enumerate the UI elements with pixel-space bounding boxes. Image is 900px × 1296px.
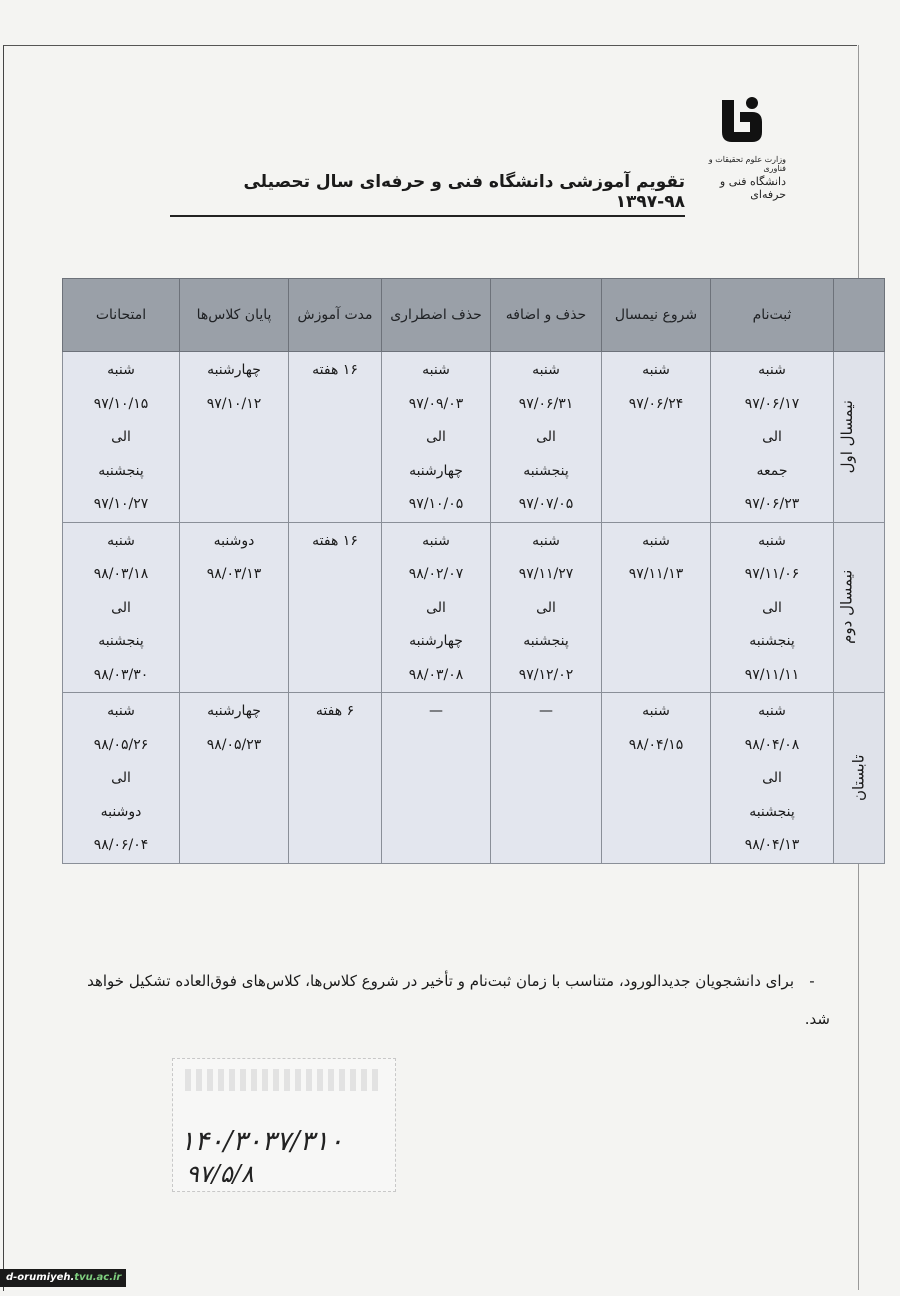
cell-text: شنبه ۹۷/۰۶/۱۷ الی جمعه ۹۷/۰۶/۲۳ [744,362,800,512]
cell-text: شنبه ۹۸/۰۴/۰۸ الی پنجشنبه ۹۸/۰۴/۱۳ [744,703,800,853]
column-header: شروع نیمسال [602,279,711,352]
cell-text: چهارشنبه ۹۷/۱۰/۱۲ [206,362,262,412]
cell-text: شنبه ۹۸/۰۴/۱۵ [628,703,684,753]
cell-text: شنبه ۹۸/۰۵/۲۶ الی دوشنبه ۹۸/۰۶/۰۴ [93,703,149,853]
table-cell [382,352,491,523]
table-cell [180,352,289,523]
table-cell [63,522,180,693]
table-cell [711,693,834,864]
semester-cell [834,693,885,864]
table-cell [180,693,289,864]
corner-cell [834,279,885,352]
page-title: تقویم آموزشی دانشگاه فنی و حرفه‌ای سال تحصیلی ۹۸-۱۳۹۷ [170,172,685,217]
column-header: حذف اضطراری [382,279,491,352]
university-name: دانشگاه فنی و حرفه‌ای [719,175,786,201]
table-cell [289,522,382,693]
cell-text: ۱۶ هفته [312,532,358,549]
cell-text: شنبه ۹۷/۰۶/۲۴ [628,362,684,412]
empty-dash: — [429,703,443,719]
cell-text: شنبه ۹۷/۰۶/۳۱ الی پنجشنبه ۹۷/۰۷/۰۵ [518,362,574,512]
table-row [63,693,885,864]
empty-dash: — [539,703,553,719]
table-cell [491,522,602,693]
table-cell [602,352,711,523]
table-cell [491,352,602,523]
table-cell [602,693,711,864]
semester-label: نیمسال دوم [837,569,856,644]
table-body [63,352,885,864]
university-logo-icon [712,92,770,150]
handwritten-letter-date: ۹۷/۵/۸ [186,1160,254,1188]
table-row [63,352,885,523]
stamp-header [185,1069,381,1091]
cell-text: شنبه ۹۷/۱۱/۲۷ الی پنجشنبه ۹۷/۱۲/۰۲ [518,532,574,683]
cell-text: شنبه ۹۷/۱۰/۱۵ الی پنجشنبه ۹۷/۱۰/۲۷ [93,362,149,512]
table-row [63,522,885,693]
cell-text: ۶ هفته [315,703,355,719]
column-header: مدت آموزش [289,279,382,352]
note-text: برای دانشجویان جدیدالورود، متناسب با زمان ثبت‌نام و تأخیر در شروع کلاس‌ها، کلاس‌های فوق‌العاده تشکیل خواهد شد. [87,972,830,1028]
semester-cell [834,522,885,693]
note-bullet: - [809,972,815,990]
cell-text: شنبه ۹۸/۰۲/۰۷ الی چهارشنبه ۹۸/۰۳/۰۸ [408,532,464,683]
column-header: پایان کلاس‌ها [180,279,289,352]
handwritten-letter-number: ۱۴۰/۳۰۳۷/۳۱۰ [180,1126,344,1157]
semester-label: تابستان [849,754,868,801]
cell-text: شنبه ۹۸/۰۳/۱۸ الی پنجشنبه ۹۸/۰۳/۳۰ [93,532,149,683]
cell-text: شنبه ۹۷/۱۱/۰۶ الی پنجشنبه ۹۷/۱۱/۱۱ [744,532,800,683]
site-suffix: tvu.ac.ir [74,1272,122,1283]
organization-name [690,155,786,201]
column-header: امتحانات [63,279,180,352]
table-cell [289,352,382,523]
column-header: حذف و اضافه [491,279,602,352]
table-cell [382,522,491,693]
ministry-name: وزارت علوم تحقیقات و فناوری [708,155,786,173]
site-watermark [0,1269,126,1287]
cell-text: شنبه ۹۷/۱۱/۱۳ [628,532,684,582]
cell-text: شنبه ۹۷/۰۹/۰۳ الی چهارشنبه ۹۷/۱۰/۰۵ [408,362,464,512]
semester-cell [834,352,885,523]
cell-text: چهارشنبه ۹۸/۰۵/۲۳ [206,703,262,753]
academic-calendar-table [62,278,885,864]
cell-text: دوشنبه ۹۸/۰۳/۱۳ [206,532,262,582]
semester-label: نیمسال اول [837,399,856,473]
table-cell [382,693,491,864]
footnote [78,962,830,1038]
table-cell [180,522,289,693]
table-cell [602,522,711,693]
table-header-row [63,279,885,352]
table-cell [491,693,602,864]
table-cell [63,352,180,523]
site-prefix: d-orumiyeh. [6,1272,75,1283]
table-cell [63,693,180,864]
column-header: ثبت‌نام [711,279,834,352]
table-cell [289,693,382,864]
cell-text: ۱۶ هفته [312,362,358,378]
